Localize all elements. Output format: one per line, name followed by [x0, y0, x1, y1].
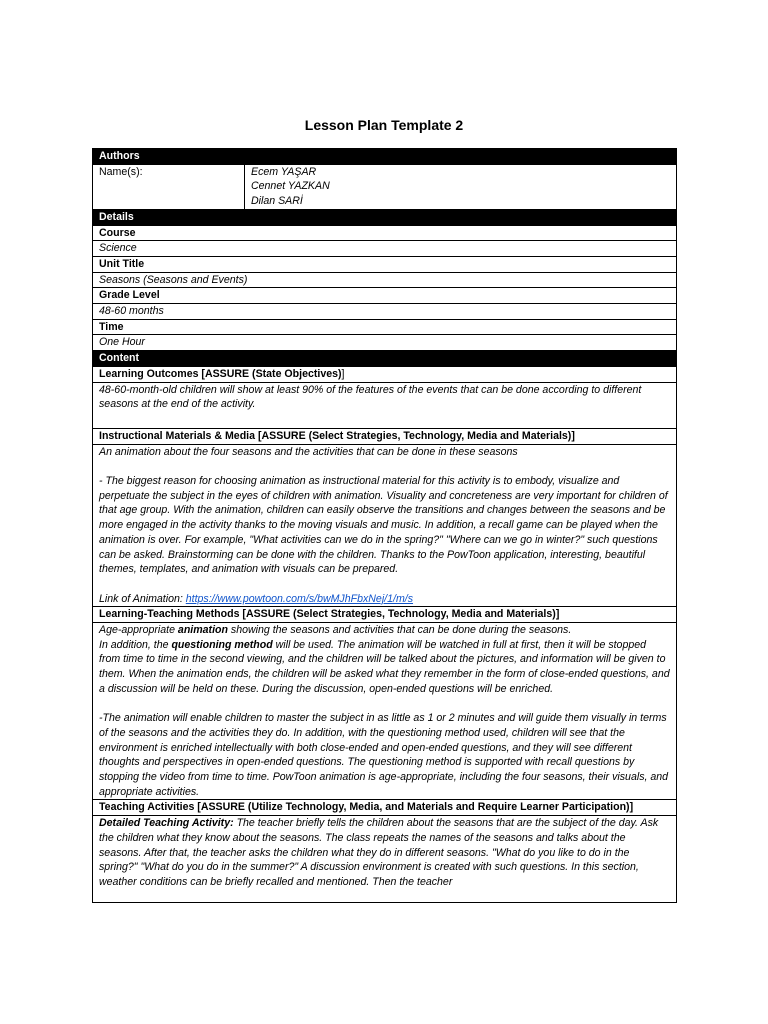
course-label: Course — [93, 225, 677, 241]
course-value: Science — [93, 241, 677, 257]
animation-link-line — [99, 592, 670, 607]
link-label: Link of Animation: — [99, 592, 186, 605]
page-title: Lesson Plan Template 2 — [304, 117, 464, 133]
names-label: Name(s): — [93, 164, 245, 209]
teaching-activities-text: Detailed Teaching Activity: The teacher briefly tells the children about the seasons that are the subject of the day. Ask the children what they know about the seasons. The class repeats the names of the seasons and talks about the seasons. After that, the teacher asks the children what they do in different seasons. "What do you like to do in the spring?" "What do you do in the summer?" A discussion environment is created with such questions. In this section, weather conditions can be briefly recalled and mentioned. Then the teacher — [93, 816, 677, 903]
methods-paragraph-1: Age-appropriate animation showing the seasons and activities that can be done during the seasons. — [99, 624, 572, 637]
materials-text-row — [93, 444, 677, 607]
methods-label: Learning-Teaching Methods [ASSURE (Select Strategies, Technology, Media and Materials)] — [93, 607, 677, 623]
teaching-label-row — [93, 800, 677, 816]
author-name: Ecem YAŞAR — [251, 165, 317, 178]
content-header: Content — [93, 351, 677, 367]
details-header: Details — [93, 209, 677, 225]
teaching-activities-label: Teaching Activities [ASSURE (Utilize Technology, Media, and Materials and Require Learner Participation)] — [93, 800, 677, 816]
methods-text — [93, 623, 677, 800]
names-row — [93, 164, 677, 209]
details-header-row — [93, 209, 677, 225]
animation-link[interactable]: https://www.powtoon.com/s/bwMJhFbxNej/1/m/s — [185, 592, 414, 605]
methods-paragraph-2: In addition, the questioning method will be used. The animation will be watched in full at first, then it will be stopped from time to time in the second viewing, and the children will be talked about the pictures, and information will be given to them. When the animation ends, the children will be asked what they remember in the form of close-ended questions, and a discussion will be held on these. During the discussion, open-ended questions will be enriched. — [99, 638, 670, 695]
outcomes-label-row — [93, 366, 677, 382]
content-header-row — [93, 351, 677, 367]
learning-outcomes-text: 48-60-month-old children will show at least 90% of the features of the events that can be done according to different seasons at the end of the activity. — [93, 382, 677, 428]
author-name: Cennet YAZKAN — [251, 180, 330, 193]
grade-level-label: Grade Level — [93, 288, 677, 304]
materials-intro: An animation about the four seasons and the activities that can be done in these seasons — [99, 445, 518, 458]
materials-reason: - The biggest reason for choosing animation as instructional material for this activity is to embody, visualize and perpetuate the subject in the eyes of children with animation. Visuality and concreteness are very important for children of that age group. With the animation, children can easily observe the transitions and changes between the seasons and be more engaged in the activity thanks to the moving visuals and music. In addition, a recall game can be played when the animation is over. For example, "What activities can we do in the spring?" "Where can we go in winter?" such questions can be asked. Brainstorming can be done with the children. Thanks to the PowToon application, interesting, beautiful themes, templates, and animation with visuals can be prepared. — [99, 475, 668, 576]
methods-paragraph-3: -The animation will enable children to master the subject in as little as 1 or 2 minutes and will guide them visually in terms of the seasons and the activities they do. In addition, with the questioning method used, children will see that the environment is enriched intellectually with both close-ended and open-ended questions, and they will see different thoughts and perspectives in open-ended questions. The questioning method is supported with recall questions by stopping the video from time to time. PowToon animation is age-appropriate, including the four seasons, their visuals, and appropriate activities. — [99, 712, 669, 798]
unit-title-label: Unit Title — [93, 256, 677, 272]
learning-outcomes-label: Learning Outcomes [ASSURE (State Objectives)] — [93, 366, 677, 382]
time-value: One Hour — [93, 335, 677, 351]
author-names — [245, 164, 677, 209]
methods-text-row — [93, 623, 677, 800]
unit-title-value: Seasons (Seasons and Events) — [93, 272, 677, 288]
authors-header-row — [93, 149, 677, 165]
methods-label-row — [93, 607, 677, 623]
author-name: Dilan SARİ — [251, 195, 303, 208]
materials-text — [93, 444, 677, 607]
grade-level-value: 48-60 months — [93, 304, 677, 320]
materials-label: Instructional Materials & Media [ASSURE (Select Strategies, Technology, Media and Materials)] — [93, 428, 677, 444]
time-label: Time — [93, 319, 677, 335]
materials-label-row — [93, 428, 677, 444]
authors-header: Authors — [93, 149, 677, 165]
lesson-plan-table — [92, 148, 677, 903]
outcomes-text-row — [93, 382, 677, 428]
teaching-text-row — [93, 816, 677, 903]
